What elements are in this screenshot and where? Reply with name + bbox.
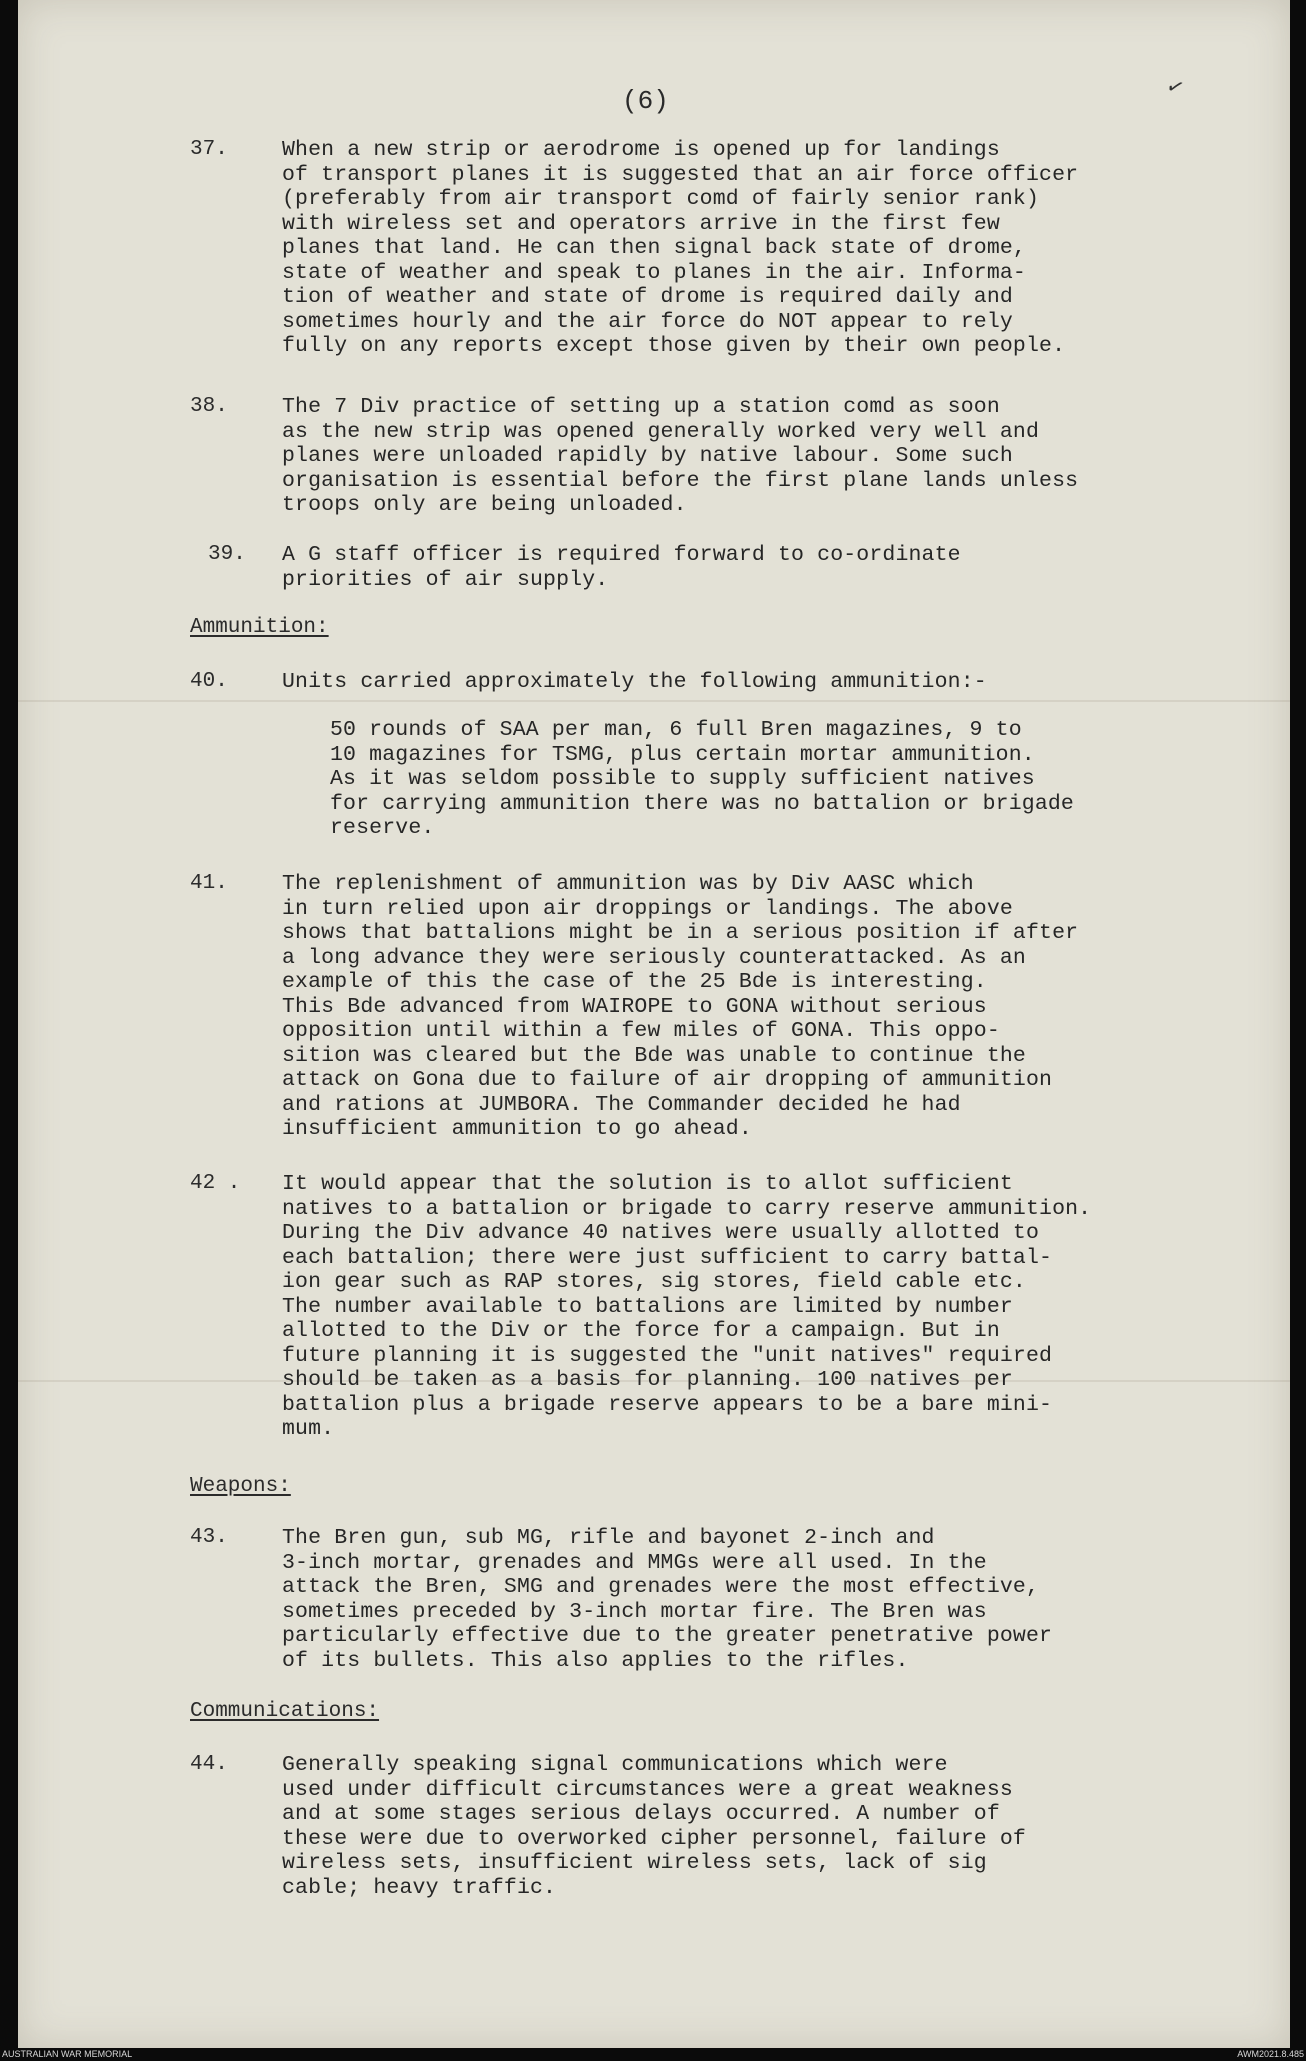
footer-reference: AWM2021.8.485 <box>1237 2049 1304 2059</box>
paragraph-text: A G staff officer is required forward to co-ordinate priorities of air supply. <box>282 543 961 592</box>
paragraph-text: The replenishment of ammunition was by Div AASC which in turn relied upon air droppings or landings. The above shows that battalions might be in a serious position if after a long advance they were seriously counterattacked. As an example of this the case of the 25 Bde is interesting. This Bde advanced from WAIROPE to GONA without serious opposition until within a few miles of GONA. This oppo- sition was cleared but the Bde was unable to continue the attack on Gona due to failure of air dropping of ammunition and rations at JUMBORA. The Commander decided he had insufficient ammunition to go ahead. <box>282 872 1079 1141</box>
document-page <box>18 0 1290 2048</box>
paragraph-number: 44. <box>190 1753 228 1776</box>
paragraph-text: The Bren gun, sub MG, rifle and bayonet 2-inch and 3-inch mortar, grenades and MMGs were all used. In the attack the Bren, SMG and grenades were the most effective, sometimes preceded by 3-inch mortar fire. The Bren was particularly effective due to the greater penetrative power of its bullets. This also applies to the rifles. <box>282 1526 1053 1673</box>
paragraph-number: 40. <box>190 670 228 693</box>
handwritten-tick: ✓ <box>1163 73 1187 104</box>
section-heading-communications: Communications: <box>190 1700 380 1723</box>
paragraph-text: When a new strip or aerodrome is opened up for landings of transport planes it is suggested that an air force officer (preferably from air transport comd of fairly senior rank) with wireless set and operators arrive in the first few planes that land. He can then signal back state of drome, state of weather and speak to planes in the air. Informa- tion of weather and state of drome is required daily and sometimes hourly and the air force do NOT appear to rely fully on any reports except those given by their own people. <box>282 138 1079 358</box>
paragraph-number: 42 . <box>190 1172 241 1195</box>
page-number: (6) <box>622 86 669 116</box>
paper-fold <box>18 700 1290 702</box>
paragraph-text: Generally speaking signal communications which were used under difficult circumstances were a great weakness and at some stages serious delays occurred. A number of these were due to overworked cipher personnel, failure of wireless sets, insufficient wireless sets, lack of sig cable; heavy traffic. <box>282 1753 1026 1900</box>
paragraph-number: 43. <box>190 1526 228 1549</box>
paragraph-number: 37. <box>190 138 228 161</box>
paragraph-text: It would appear that the solution is to allot sufficient natives to a battalion or brigade to carry reserve ammunition. During the Div advance 40 natives were usually allotted to each battalion; there were just sufficient to carry battal- ion gear such as RAP stores, sig stores, field cable etc. The number available to battalions are limited by number allotted to the Div or the force for a campaign. But in future planning it is suggested the "unit natives" required should be taken as a basis for planning. 100 natives per battalion plus a brigade reserve appears to be a bare mini- mum. <box>282 1172 1092 1441</box>
archive-footer <box>0 2048 1306 2061</box>
paragraph-number: 41. <box>190 872 228 895</box>
section-heading-weapons: Weapons: <box>190 1475 291 1498</box>
paragraph-number: 39. <box>208 543 246 566</box>
section-heading-ammunition: Ammunition: <box>190 616 329 639</box>
paragraph-text: Units carried approximately the following ammunition:- <box>282 670 987 694</box>
paragraph-number: 38. <box>190 395 228 418</box>
paragraph-text: 50 rounds of SAA per man, 6 full Bren magazines, 9 to 10 magazines for TSMG, plus certain mortar ammunition. As it was seldom possible to supply sufficient natives for carrying ammunition there was no battalion or brigade reserve. <box>330 718 1074 840</box>
paragraph-text: The 7 Div practice of setting up a station comd as soon as the new strip was opened generally worked very well and planes were unloaded rapidly by native labour. Some such organisation is essential before the first plane lands unless troops only are being unloaded. <box>282 395 1079 517</box>
footer-institution: AUSTRALIAN WAR MEMORIAL <box>2 2049 133 2059</box>
